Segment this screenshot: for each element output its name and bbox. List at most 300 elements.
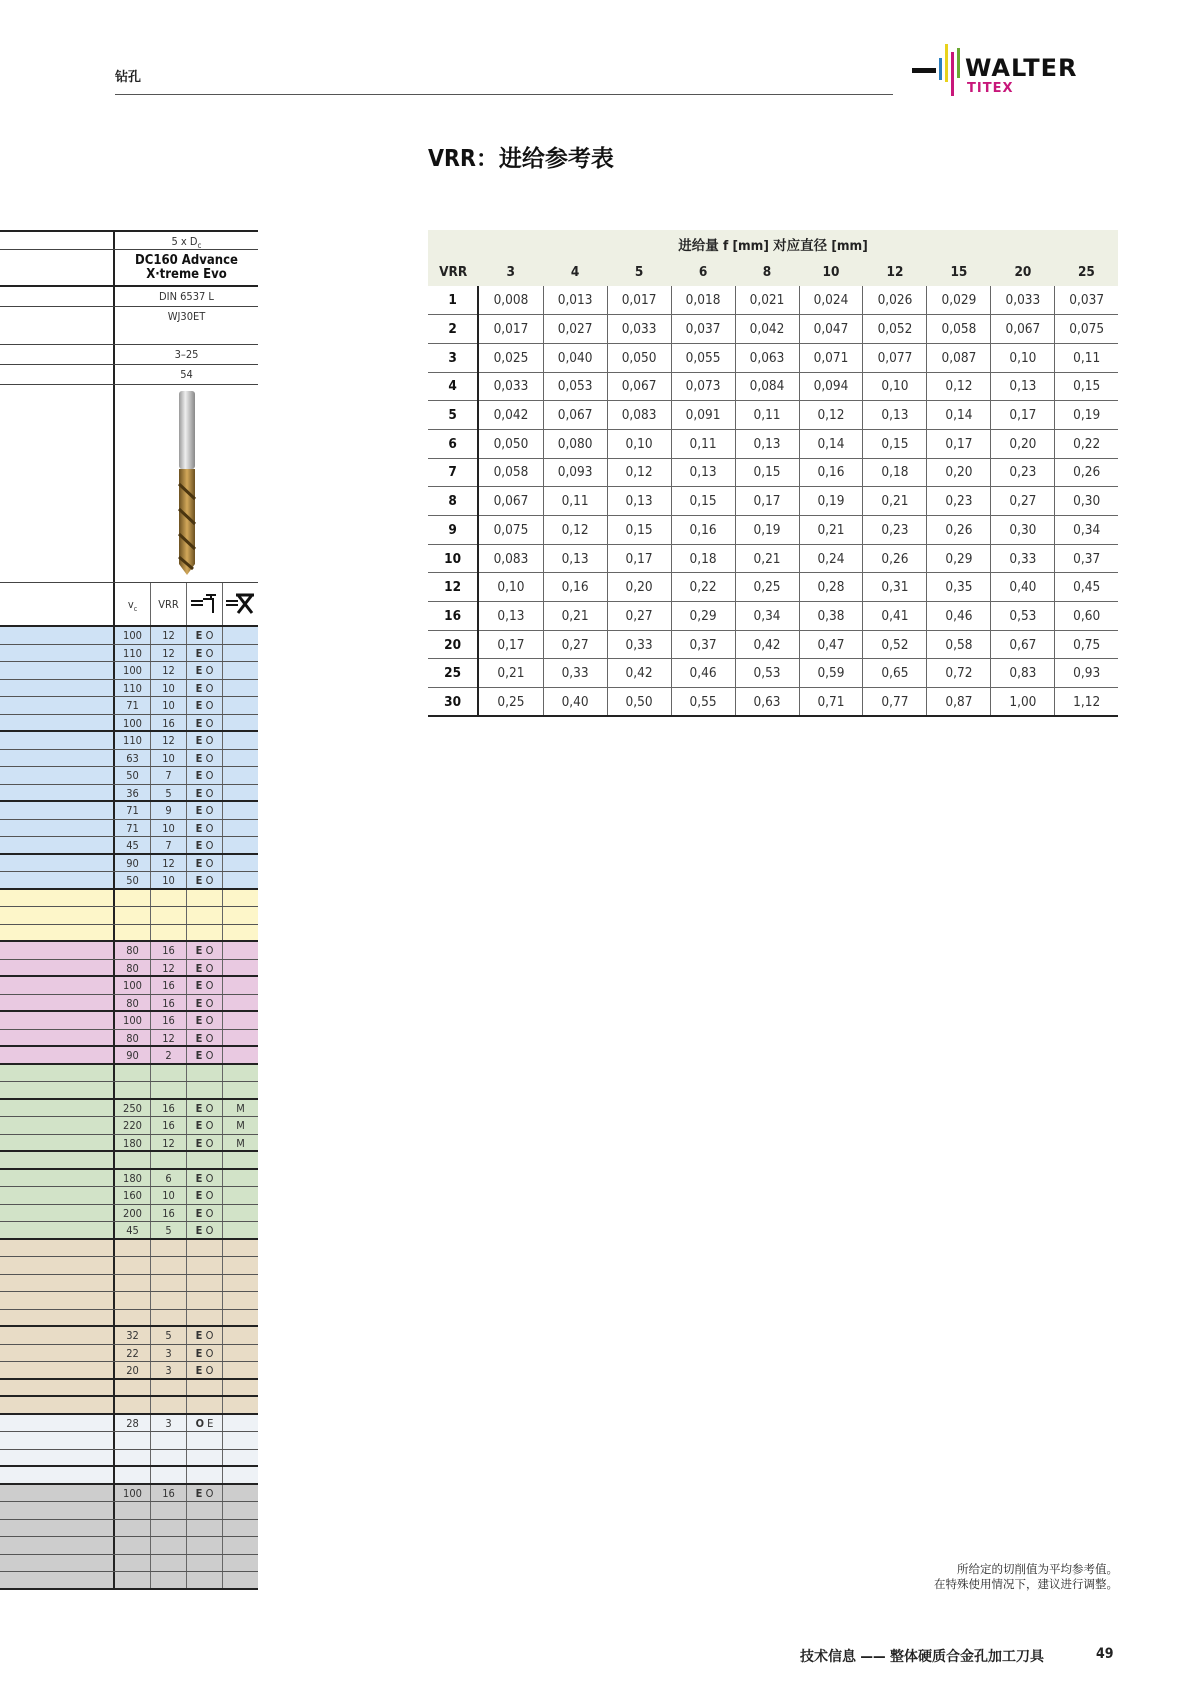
material-label [0,872,115,888]
feed-value: 0,067 [607,372,671,401]
feed-value: 0,19 [735,516,799,545]
material-label [0,1012,115,1029]
table-row [0,1240,258,1258]
feed-value: 0,018 [671,286,735,315]
feed-value: 0,17 [478,630,543,659]
col-header-vc: $v_c$ [115,583,151,625]
dry-value [223,907,258,924]
table-row [428,458,1118,487]
coolant-value [187,1380,223,1396]
coolant-value [187,1152,223,1168]
feed-value: 0,017 [607,286,671,315]
feed-reference-table [428,230,1118,717]
feed-value: 0,18 [863,458,927,487]
feed-value: 0,31 [863,573,927,602]
feed-value: 0,083 [607,401,671,430]
dry-value [223,802,258,819]
dry-value [223,1502,258,1519]
dry-value [223,1292,258,1309]
vrr-value: 16 [151,1485,187,1502]
feed-value: 0,87 [927,688,991,717]
page-title: VRR：进给参考表 [428,146,614,172]
vc-value [115,1152,151,1168]
dry-value: M [236,1136,245,1150]
feed-value: 0,29 [927,544,991,573]
feed-value: 0,067 [478,487,543,516]
material-label [0,1152,115,1168]
dry-value [223,1012,258,1029]
material-label [0,767,115,784]
dry-value [223,645,258,662]
feed-value: 0,58 [927,630,991,659]
vrr-value: 12 [151,960,187,976]
table-row [0,1100,258,1118]
feed-value: 0,25 [478,688,543,717]
feed-value: 0,19 [799,487,863,516]
feed-value: 0,27 [991,487,1055,516]
feed-value: 0,050 [607,343,671,372]
feed-value: 0,033 [478,372,543,401]
col-header-diameter: 6 [671,258,735,286]
vrr-value: 7 [151,767,187,784]
vrr-value: 10 [151,697,187,714]
material-label [0,1362,115,1378]
table-row [428,688,1118,717]
coolant-value: E O [187,1205,223,1222]
table-row [0,1117,258,1135]
vrr-value: 12 [151,645,187,662]
table-row [0,1502,258,1520]
material-label [0,820,115,837]
vc-value [115,1572,151,1588]
vrr-value: 16 [151,977,187,994]
feed-value: 0,13 [735,429,799,458]
feed-value: 0,063 [735,343,799,372]
vrr-value [151,925,187,941]
vc-value: 50 [115,767,151,784]
material-label [0,890,115,907]
feed-value: 0,26 [927,516,991,545]
feed-value: 0,067 [543,401,607,430]
footnote: 所给定的切削值为平均参考值。 在特殊使用情况下，建议进行调整。 [934,1562,1118,1591]
coolant-value [187,1520,223,1537]
vrr-value: 10 [151,680,187,697]
vrr-value: 16 [151,1205,187,1222]
coolant-value: E O [187,1117,223,1134]
dry-value [223,855,258,872]
coolant-value [187,1502,223,1519]
feed-value: 0,30 [991,516,1055,545]
vc-value: 20 [115,1362,151,1378]
dry-value [223,872,258,888]
feed-value: 0,033 [991,286,1055,315]
vc-value [115,1292,151,1309]
feed-value: 0,040 [543,343,607,372]
vc-value: 90 [115,1047,151,1063]
coolant-value [187,907,223,924]
feed-value: 0,33 [607,630,671,659]
vrr-value: 25 [428,659,478,688]
feed-value: 0,16 [671,516,735,545]
table-row [0,645,258,663]
feed-value: 0,10 [478,573,543,602]
coolant-value: E O [187,1187,223,1204]
feed-value: 0,12 [607,458,671,487]
vrr-value: 3 [428,343,478,372]
feed-value: 0,042 [735,315,799,344]
coolant-value [187,1397,223,1413]
vc-value: 110 [115,645,151,662]
vrr-value: 10 [428,544,478,573]
table-row [0,1047,258,1065]
feed-value: 0,17 [735,487,799,516]
feed-value: 0,23 [863,516,927,545]
feed-value: 0,037 [671,315,735,344]
feed-value: 0,17 [991,401,1055,430]
dry-value [223,1327,258,1344]
table-row [0,715,258,733]
table-row [0,1520,258,1538]
material-label [0,1467,115,1483]
material-label [0,1345,115,1362]
table-row [0,1205,258,1223]
feed-value: 0,017 [478,315,543,344]
table-row [0,820,258,838]
dry-value: M [236,1101,245,1115]
dry-value [223,977,258,994]
feed-value: 0,30 [1055,487,1118,516]
coolant-value [187,1257,223,1274]
table-row [0,1415,258,1433]
material-label [0,1327,115,1344]
material-label [0,942,115,959]
vrr-value [151,1397,187,1413]
section-label: 钻孔 [115,70,142,85]
vrr-value: 12 [151,662,187,679]
feed-value: 0,13 [607,487,671,516]
coolant-value: E O [187,960,223,976]
feed-value: 0,047 [799,315,863,344]
vc-value: 63 [115,750,151,767]
material-label [0,977,115,994]
feed-value: 0,033 [607,315,671,344]
feed-value: 0,15 [735,458,799,487]
table-caption: 进给量 f [mm] 对应直径 [mm] [428,230,1118,258]
feed-value: 0,12 [543,516,607,545]
vc-value: 45 [115,837,151,853]
table-row [0,1152,258,1170]
coolant-value [187,1432,223,1449]
vrr-value: 6 [151,1170,187,1187]
col-header-vrr: VRR [428,258,478,286]
material-label [0,1555,115,1572]
coolant-value: E O [187,680,223,697]
feed-value: 0,13 [671,458,735,487]
dry-value [223,1485,258,1502]
length-ratio: 5 x $D_c$ [171,235,202,251]
drill-image [167,389,207,579]
vc-value [115,907,151,924]
table-row [0,750,258,768]
coolant-value [187,1467,223,1483]
vrr-value [151,1380,187,1396]
material-label [0,732,115,749]
vc-value: 50 [115,872,151,888]
dry-value [223,767,258,784]
coolant-value: E O [187,732,223,749]
feed-value: 0,35 [927,573,991,602]
vrr-value [151,1275,187,1292]
vrr-value [151,1520,187,1537]
table-row [0,1467,258,1485]
vrr-value: 12 [151,1135,187,1151]
table-row [0,1292,258,1310]
coolant-value [187,1310,223,1326]
diameter-range: 3–25 [174,348,199,361]
feed-value: 0,22 [671,573,735,602]
feed-value: 0,021 [735,286,799,315]
dry-value [223,1187,258,1204]
material-label [0,1205,115,1222]
header-rule [115,94,893,95]
vrr-value [151,1450,187,1466]
vc-value: 160 [115,1187,151,1204]
material-label [0,1415,115,1432]
feed-value: 0,75 [1055,630,1118,659]
coolant-value [187,1065,223,1082]
dry-value [223,1222,258,1238]
feed-value: 0,37 [1055,544,1118,573]
vrr-value: 3 [151,1362,187,1378]
material-label [0,1100,115,1117]
feed-value: 0,12 [927,372,991,401]
vc-value: 200 [115,1205,151,1222]
dry-value [223,1047,258,1063]
vrr-value: 16 [151,1100,187,1117]
dry-value [223,1415,258,1432]
feed-value: 0,34 [735,602,799,631]
dry-value [223,1082,258,1098]
dry-value [223,890,258,907]
vc-value [115,1240,151,1257]
vc-value: 100 [115,1485,151,1502]
feed-value: 0,67 [991,630,1055,659]
vc-value [115,890,151,907]
feed-value: 0,17 [607,544,671,573]
coolant-value [187,925,223,941]
vc-value [115,1467,151,1483]
material-label [0,680,115,697]
feed-value: 0,47 [799,630,863,659]
material-label [0,995,115,1011]
coolant-value: E O [187,942,223,959]
dry-value [223,680,258,697]
feed-value: 1,12 [1055,688,1118,717]
vc-value: 71 [115,697,151,714]
table-row [0,767,258,785]
dry-value [223,715,258,731]
vc-value [115,1310,151,1326]
table-row [0,1485,258,1503]
table-row [0,680,258,698]
standard: DIN 6537 L [159,290,214,303]
feed-value: 0,21 [543,602,607,631]
dry-value [223,1572,258,1588]
vc-value: 28 [115,1415,151,1432]
feed-value: 0,16 [799,458,863,487]
dry-value [223,1345,258,1362]
feed-value: 0,052 [863,315,927,344]
feed-value: 0,084 [735,372,799,401]
material-label [0,837,115,853]
feed-value: 0,10 [863,372,927,401]
table-row [0,1555,258,1573]
dry-value [223,627,258,644]
coolant-value: E O [187,1362,223,1378]
coolant-value: E O [187,977,223,994]
feed-value: 0,008 [478,286,543,315]
feed-value: 0,087 [927,343,991,372]
feed-value: 0,15 [607,516,671,545]
table-row [0,1450,258,1468]
coolant-value: E O [187,855,223,872]
feed-value: 0,071 [799,343,863,372]
vc-value: 220 [115,1117,151,1134]
feed-value: 0,41 [863,602,927,631]
dry-value [223,697,258,714]
table-row [428,573,1118,602]
vrr-value: 3 [151,1415,187,1432]
material-label [0,1310,115,1326]
vrr-value: 20 [428,630,478,659]
feed-value: 0,075 [1055,315,1118,344]
feed-value: 0,28 [799,573,863,602]
col-header-diameter: 4 [543,258,607,286]
feed-value: 0,33 [991,544,1055,573]
table-row [0,1065,258,1083]
table-row [428,487,1118,516]
vrr-value: 10 [151,1187,187,1204]
feed-value: 0,080 [543,429,607,458]
vc-value [115,1257,151,1274]
feed-value: 0,024 [799,286,863,315]
vrr-value [151,1310,187,1326]
coolant-value: E O [187,1047,223,1063]
vrr-value [151,1537,187,1554]
dry-value [223,662,258,679]
feed-value: 0,50 [607,688,671,717]
table-row [0,1327,258,1345]
feed-value: 0,093 [543,458,607,487]
material-label [0,1572,115,1588]
feed-value: 0,40 [991,573,1055,602]
dry-value [223,1362,258,1378]
material-label [0,1432,115,1449]
feed-value: 0,71 [799,688,863,717]
table-row [428,315,1118,344]
coolant-value: E O [187,697,223,714]
feed-value: 0,26 [863,544,927,573]
feed-value: 0,055 [671,343,735,372]
coolant-value: E O [187,1030,223,1046]
table-row [0,1222,258,1240]
vc-value: 71 [115,802,151,819]
feed-value: 0,11 [735,401,799,430]
feed-value: 0,37 [671,630,735,659]
vrr-value: 10 [151,820,187,837]
vrr-value: 9 [428,516,478,545]
table-row [428,544,1118,573]
coolant-value: E O [187,802,223,819]
table-row [428,343,1118,372]
vc-value [115,1502,151,1519]
feed-value: 0,42 [607,659,671,688]
dry-value [223,1397,258,1413]
tool-table [0,230,258,1590]
material-label [0,1520,115,1537]
feed-value: 0,13 [543,544,607,573]
coolant-value [187,1292,223,1309]
vrr-value [151,1240,187,1257]
material-label [0,907,115,924]
vc-value: 100 [115,1012,151,1029]
material-label [0,1082,115,1098]
table-row [0,872,258,890]
dry-value [223,1520,258,1537]
material-label [0,1292,115,1309]
feed-value: 0,025 [478,343,543,372]
feed-value: 0,094 [799,372,863,401]
feed-value: 0,053 [543,372,607,401]
dry-value [223,732,258,749]
vc-value: 110 [115,732,151,749]
vc-value [115,1065,151,1082]
table-row [0,1082,258,1100]
feed-value: 0,77 [863,688,927,717]
col-header-diameter: 5 [607,258,671,286]
feed-value: 0,21 [478,659,543,688]
table-row [0,995,258,1013]
dry-value: M [236,1119,245,1132]
vc-value: 80 [115,942,151,959]
vrr-value: 16 [151,715,187,731]
material-label [0,1240,115,1257]
vc-value [115,1082,151,1098]
svg-text:WALTER: WALTER [965,54,1078,82]
vrr-value: 16 [151,1117,187,1134]
feed-value: 0,65 [863,659,927,688]
table-row [428,429,1118,458]
table-row [0,662,258,680]
walter-titex-logo [912,42,1122,98]
coolant-value [187,1572,223,1588]
feed-value: 0,11 [543,487,607,516]
vc-value [115,1380,151,1396]
coolant-value: E O [187,645,223,662]
material-label [0,960,115,976]
material-label [0,855,115,872]
dry-value [223,1240,258,1257]
table-row [428,372,1118,401]
feed-value: 0,72 [927,659,991,688]
coolant-value: O E [187,1415,223,1432]
vrr-value [151,907,187,924]
feed-value: 0,11 [1055,343,1118,372]
table-row [0,1572,258,1590]
grade: WJ30ET [167,310,206,323]
col-header-diameter: 8 [735,258,799,286]
coolant-value: E O [187,1135,223,1151]
